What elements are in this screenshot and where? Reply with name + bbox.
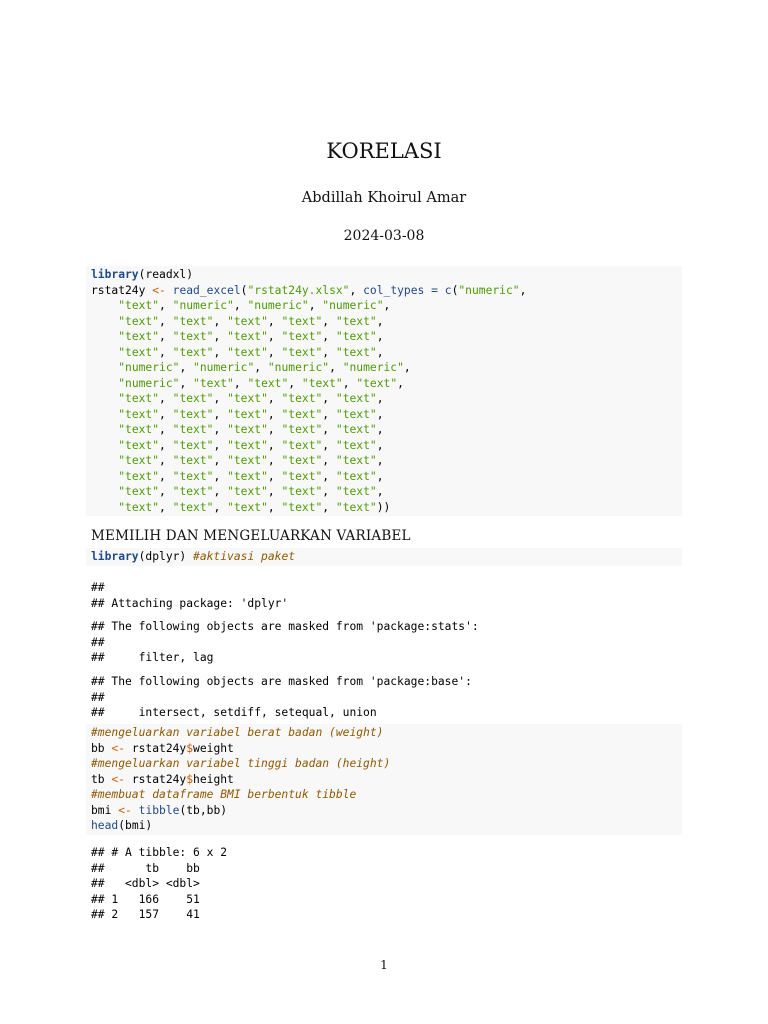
- code-token: ,: [213, 330, 228, 343]
- code-token: rstat24y: [125, 741, 187, 755]
- code-token: "text": [172, 314, 214, 328]
- code-token: ,: [383, 299, 391, 312]
- code-token: ,: [349, 283, 364, 297]
- code-token: ,: [213, 345, 228, 359]
- code-line: [91, 725, 677, 741]
- code-token: ,: [159, 423, 173, 436]
- code-token: ,: [267, 423, 282, 436]
- code-token: $: [186, 741, 194, 755]
- code-token: "text": [227, 469, 268, 483]
- code-line: [91, 787, 677, 803]
- code-token: ,: [267, 469, 282, 483]
- code-token: ,: [519, 283, 527, 297]
- output-line: ## Attaching package: 'dplyr': [91, 596, 289, 610]
- code-token: "text": [172, 423, 214, 436]
- code-token: "text": [172, 438, 214, 452]
- code-token: ,: [322, 392, 336, 405]
- output-line: ## <dbl> <dbl>: [91, 877, 200, 890]
- code-token: ,: [322, 500, 336, 514]
- code-token: "text": [172, 469, 214, 483]
- code-token: ,: [288, 376, 302, 390]
- code-token: rstat24y: [91, 283, 153, 297]
- code-token: "text": [118, 454, 160, 467]
- code-token: bmi: [91, 803, 119, 817]
- code-token: "text": [281, 500, 323, 514]
- code-token: ,: [267, 407, 282, 421]
- code-token: [438, 284, 445, 297]
- code-token: head: [91, 819, 119, 832]
- code-line: [91, 818, 677, 834]
- code-token: "text": [335, 314, 377, 328]
- code-token: (dplyr): [138, 550, 194, 563]
- code-token: [91, 330, 118, 343]
- code-line: [91, 298, 677, 314]
- code-token: "text": [227, 392, 268, 405]
- code-token: "text": [227, 407, 268, 421]
- code-token: ,: [267, 454, 282, 467]
- code-token: height: [193, 772, 234, 786]
- code-token: "numeric": [267, 361, 330, 374]
- code-token: "text": [227, 454, 268, 467]
- code-token: [91, 408, 118, 421]
- code-token: ,: [397, 376, 404, 390]
- code-token: "numeric": [118, 376, 180, 390]
- code-token: "rstat24y.xlsx": [247, 283, 350, 297]
- code-line: [91, 391, 677, 407]
- section-heading: MEMILIH DAN MENGELUARKAN VARIABEL: [91, 528, 411, 544]
- code-token: ,: [376, 407, 384, 421]
- code-line: [91, 329, 677, 345]
- code-line: [91, 772, 677, 788]
- code-token: (tb,bb): [179, 803, 228, 817]
- code-token: "text": [172, 345, 214, 359]
- code-token: ,: [376, 345, 384, 359]
- code-token: "text": [118, 314, 160, 328]
- code-line: [91, 360, 677, 376]
- code-token: "numeric": [342, 361, 404, 374]
- code-token: "text": [335, 500, 377, 514]
- code-token: ,: [267, 330, 282, 343]
- code-token: ,: [159, 438, 173, 452]
- code-token: "text": [172, 330, 214, 343]
- code-token: (: [240, 283, 248, 297]
- code-line: [91, 484, 677, 500]
- code-token: ,: [179, 376, 194, 390]
- code-token: ,: [322, 330, 336, 343]
- code-token: ,: [159, 454, 173, 467]
- code-token: [91, 485, 118, 498]
- code-token: ,: [159, 392, 173, 405]
- code-token: ,: [267, 314, 282, 328]
- code-token: [91, 346, 118, 359]
- code-token: "text": [227, 314, 268, 328]
- code-token: library: [91, 550, 139, 563]
- code-token: (: [451, 283, 459, 297]
- code-token: [91, 439, 118, 452]
- document-date: 2024-03-08: [343, 228, 425, 244]
- output-line: ## intersect, setdiff, setequal, union: [91, 706, 377, 719]
- code-token: ,: [322, 469, 336, 483]
- code-token: "text": [335, 469, 377, 483]
- code-token: ,: [322, 485, 336, 498]
- code-token: "text": [335, 423, 377, 436]
- output-line: ## # A tibble: 6 x 2: [91, 846, 228, 859]
- code-token: [132, 804, 139, 817]
- code-token: ,: [213, 500, 228, 514]
- code-token: library: [91, 268, 139, 281]
- code-token: weight: [193, 741, 234, 755]
- code-token: "text": [281, 485, 323, 498]
- code-token: ,: [376, 438, 384, 452]
- code-token: "text": [281, 469, 323, 483]
- code-token: "text": [281, 330, 323, 343]
- code-token: "text": [118, 485, 160, 498]
- code-token: "text": [335, 454, 377, 467]
- code-token: "text": [281, 345, 323, 359]
- code-token: ,: [213, 314, 228, 328]
- code-token: "text": [281, 423, 323, 436]
- code-token: ,: [376, 454, 384, 467]
- code-line: [91, 453, 677, 469]
- code-token: "text": [335, 438, 377, 452]
- code-token: "text": [335, 407, 377, 421]
- code-token: "text": [281, 392, 323, 405]
- output-line: ##: [91, 581, 105, 594]
- output-block-masked-base: [86, 674, 682, 721]
- code-line: [91, 438, 677, 454]
- code-token: "numeric": [172, 299, 234, 312]
- output-line: ##: [91, 690, 105, 704]
- page-number: 1: [380, 958, 388, 972]
- code-token: "text": [335, 330, 377, 343]
- code-token: ,: [254, 361, 268, 374]
- code-token: "text": [227, 423, 268, 436]
- code-token: ,: [403, 361, 411, 374]
- code-token: "numeric": [193, 361, 255, 374]
- code-token: ,: [267, 485, 282, 498]
- code-token: [166, 284, 173, 297]
- code-token: "text": [281, 438, 323, 452]
- code-token: ,: [213, 485, 228, 498]
- output-line: ## The following objects are masked from 'package:base':: [91, 675, 472, 688]
- code-token: col_types =: [363, 283, 438, 297]
- code-token: ,: [308, 299, 323, 312]
- code-token: "text": [118, 500, 160, 514]
- code-token: "text": [227, 500, 268, 514]
- code-token: [91, 470, 118, 483]
- code-token: [91, 361, 118, 374]
- code-token: ,: [233, 299, 248, 312]
- code-token: "text": [118, 299, 160, 312]
- code-token: ,: [267, 345, 282, 359]
- code-line: [91, 500, 677, 516]
- code-token: "numeric": [118, 361, 180, 374]
- code-block-library-dplyr: [86, 548, 682, 566]
- output-line: ## 2 157 41: [91, 908, 200, 921]
- output-line: ##: [91, 635, 105, 649]
- code-token: "text": [227, 330, 268, 343]
- code-token: #membuat dataframe BMI berbentuk tibble: [91, 788, 357, 801]
- code-token: ,: [159, 407, 173, 421]
- code-token: ,: [213, 407, 228, 421]
- output-block-tibble: [86, 845, 682, 923]
- code-token: $: [186, 772, 194, 786]
- code-token: ,: [322, 407, 336, 421]
- code-line: [91, 283, 677, 299]
- code-token: ,: [376, 469, 384, 483]
- document-author: Abdillah Khoirul Amar: [301, 190, 467, 206]
- code-token: "text": [227, 345, 268, 359]
- code-token: bb: [91, 741, 112, 755]
- code-token: ,: [322, 454, 336, 467]
- code-token: ,: [376, 314, 384, 328]
- code-token: "text": [193, 376, 234, 390]
- code-token: [91, 454, 118, 467]
- code-token: ,: [376, 485, 384, 498]
- code-token: ,: [329, 361, 343, 374]
- document-title: KORELASI: [326, 139, 442, 163]
- code-token: ,: [267, 438, 282, 452]
- code-token: "text": [172, 392, 214, 405]
- code-token: (readxl): [138, 268, 194, 281]
- code-token: [91, 299, 118, 312]
- code-token: "text": [118, 330, 160, 343]
- code-token: ,: [322, 345, 336, 359]
- code-token: ,: [376, 392, 384, 405]
- code-token: ,: [342, 376, 357, 390]
- code-token: ,: [267, 500, 282, 514]
- code-line: [91, 469, 677, 485]
- code-token: ,: [159, 314, 173, 328]
- code-token: #mengeluarkan variabel tinggi badan (height): [91, 757, 391, 770]
- code-token: [91, 315, 118, 328]
- code-line: [91, 345, 677, 361]
- output-block-masked-stats: [86, 619, 682, 666]
- code-token: "numeric": [247, 299, 309, 312]
- code-token: ,: [322, 438, 336, 452]
- code-token: ,: [159, 299, 173, 312]
- code-token: "text": [356, 376, 398, 390]
- code-token: ,: [159, 345, 173, 359]
- code-token: "text": [172, 454, 214, 467]
- code-token: "text": [172, 485, 214, 498]
- code-token: "text": [281, 454, 323, 467]
- code-line: [91, 376, 677, 392]
- code-line: [91, 422, 677, 438]
- code-token: ,: [322, 314, 336, 328]
- code-token: [91, 423, 118, 436]
- code-token: <-: [118, 803, 132, 817]
- code-token: ,: [213, 392, 228, 405]
- output-line: ## 1 166 51: [91, 892, 200, 906]
- code-token: ,: [233, 376, 248, 390]
- code-block-read-excel: [86, 266, 682, 516]
- code-token: "text": [227, 438, 268, 452]
- code-token: "text": [281, 314, 323, 328]
- code-token: "text": [118, 438, 160, 452]
- code-token: ,: [213, 423, 228, 436]
- code-token: (bmi): [118, 819, 153, 832]
- code-token: ,: [179, 361, 194, 374]
- code-token: "text": [118, 407, 160, 421]
- code-line: [91, 756, 677, 772]
- code-token: "text": [118, 469, 160, 483]
- code-token: [91, 501, 118, 514]
- code-token: "text": [118, 345, 160, 359]
- code-token: "text": [118, 392, 160, 405]
- code-token: ,: [322, 423, 336, 436]
- code-token: tb: [91, 772, 112, 786]
- code-token: read_excel: [172, 283, 241, 297]
- code-token: ,: [376, 423, 384, 436]
- code-line: [91, 803, 677, 819]
- code-token: ,: [159, 469, 173, 483]
- code-token: ,: [267, 392, 282, 405]
- code-token: "text": [172, 500, 214, 514]
- code-token: "text": [172, 407, 214, 421]
- code-token: ,: [159, 485, 173, 498]
- code-token: #aktivasi paket: [193, 550, 296, 563]
- output-line: ## The following objects are masked from 'package:stats':: [91, 620, 479, 633]
- code-token: <-: [111, 741, 126, 755]
- code-token: "text": [335, 345, 377, 359]
- code-token: <-: [152, 283, 166, 297]
- code-token: tibble: [138, 803, 180, 817]
- code-token: c: [444, 283, 452, 297]
- output-line: ## tb bb: [91, 861, 200, 875]
- code-line: [91, 267, 677, 283]
- code-token: "text": [281, 407, 323, 421]
- code-token: ,: [213, 438, 228, 452]
- code-line: [91, 549, 677, 565]
- code-block-bmi: [86, 724, 682, 835]
- code-line: [91, 741, 677, 757]
- code-token: ,: [159, 500, 173, 514]
- code-token: "text": [247, 376, 289, 390]
- code-line: [91, 314, 677, 330]
- code-token: <-: [111, 772, 126, 786]
- code-token: "text": [335, 485, 377, 498]
- code-token: ,: [213, 469, 228, 483]
- code-token: "numeric": [322, 299, 384, 312]
- code-token: #mengeluarkan variabel berat badan (weight): [91, 726, 384, 739]
- code-token: )): [376, 500, 391, 514]
- output-block-attaching: [86, 580, 682, 611]
- output-line: ## filter, lag: [91, 651, 214, 664]
- code-token: "numeric": [458, 283, 520, 297]
- code-token: "text": [301, 376, 343, 390]
- code-token: [91, 377, 118, 390]
- code-line: [91, 407, 677, 423]
- code-token: ,: [159, 330, 173, 343]
- code-token: "text": [227, 485, 268, 498]
- code-token: ,: [376, 330, 384, 343]
- code-token: rstat24y: [125, 772, 187, 786]
- code-token: "text": [118, 423, 160, 436]
- code-token: "text": [335, 392, 377, 405]
- code-token: [91, 392, 118, 405]
- code-token: ,: [213, 454, 228, 467]
